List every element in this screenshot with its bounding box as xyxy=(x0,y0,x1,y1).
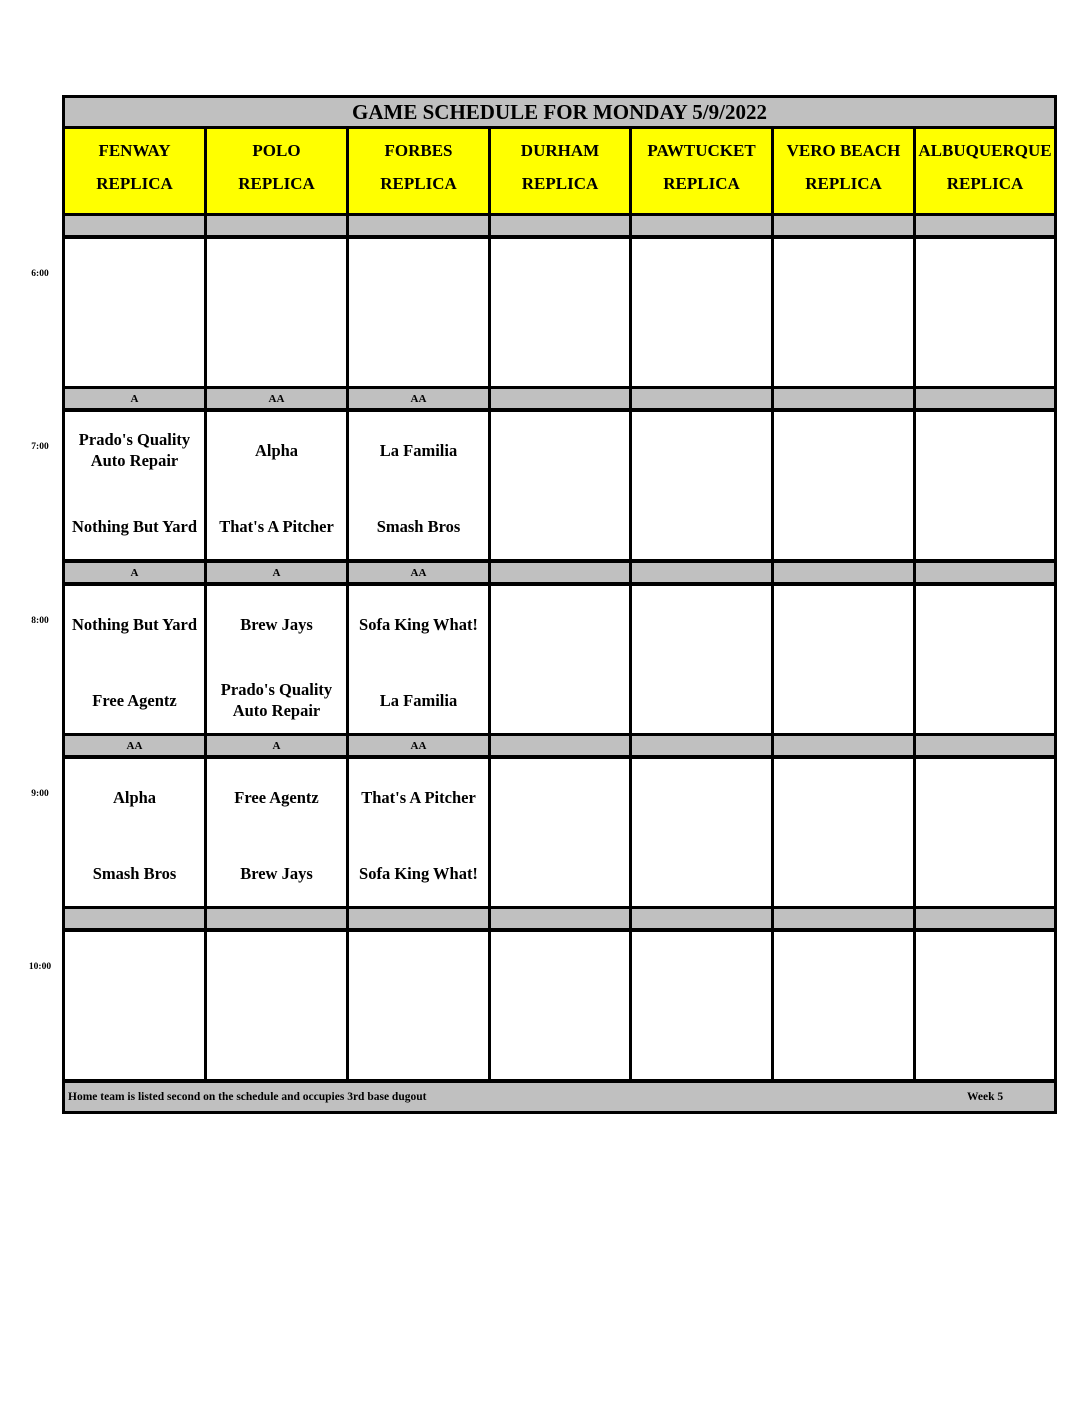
away-team: Sofa King What! xyxy=(359,614,478,634)
game-slot xyxy=(774,932,913,1079)
division-band xyxy=(632,389,771,408)
field-name: POLO xyxy=(252,141,301,160)
field-name: ALBUQUERQUE xyxy=(918,141,1052,160)
home-team: Prado's Quality Auto Repair xyxy=(220,680,333,720)
field-header-3 xyxy=(349,129,488,213)
division-band: A xyxy=(65,389,204,408)
game-slot xyxy=(491,759,629,906)
game-slot xyxy=(632,932,771,1079)
field-header-6 xyxy=(774,129,913,213)
game-slot xyxy=(207,412,346,559)
time-label: 6:00 xyxy=(31,269,49,279)
home-team: La Familia xyxy=(379,690,458,710)
field-subtitle: REPLICA xyxy=(238,174,315,193)
division-band xyxy=(774,216,913,235)
division-band xyxy=(349,909,488,928)
division-band xyxy=(774,909,913,928)
game-slot xyxy=(207,932,346,1079)
field-name: PAWTUCKET xyxy=(647,141,756,160)
game-slot xyxy=(349,586,488,733)
game-slot xyxy=(65,586,204,733)
game-slot xyxy=(349,932,488,1079)
field-name: VERO BEACH xyxy=(786,141,901,160)
game-slot xyxy=(491,932,629,1079)
home-team: That's A Pitcher xyxy=(219,516,334,536)
away-team: That's A Pitcher xyxy=(361,787,476,807)
division-band xyxy=(774,736,913,755)
game-slot xyxy=(774,759,913,906)
game-slot xyxy=(916,586,1054,733)
division-band: A xyxy=(65,563,204,582)
field-header-7 xyxy=(916,129,1054,213)
division-band xyxy=(491,909,629,928)
field-name: FORBES xyxy=(384,141,453,160)
field-header-2 xyxy=(207,129,346,213)
game-slot xyxy=(491,412,629,559)
game-slot xyxy=(207,586,346,733)
game-slot xyxy=(632,412,771,559)
time-label: 9:00 xyxy=(31,789,49,799)
away-team: Nothing But Yard xyxy=(72,614,197,634)
page-title: GAME SCHEDULE FOR MONDAY 5/9/2022 xyxy=(65,98,1054,126)
schedule-table xyxy=(62,95,1057,1114)
division-band xyxy=(65,216,204,235)
division-band xyxy=(207,909,346,928)
field-subtitle: REPLICA xyxy=(521,174,599,193)
game-slot xyxy=(632,586,771,733)
footer-bar xyxy=(65,1083,1054,1111)
game-slot xyxy=(349,759,488,906)
division-band xyxy=(916,909,1054,928)
game-slot xyxy=(207,759,346,906)
away-team: Brew Jays xyxy=(240,614,313,634)
game-slot xyxy=(65,239,204,386)
division-band xyxy=(774,389,913,408)
game-slot xyxy=(632,759,771,906)
division-band xyxy=(916,216,1054,235)
game-slot xyxy=(916,932,1054,1079)
away-team: Alpha xyxy=(254,440,299,460)
division-band xyxy=(916,563,1054,582)
home-team: Sofa King What! xyxy=(359,863,478,883)
home-team: Smash Bros xyxy=(92,863,177,883)
field-name: DURHAM xyxy=(520,141,600,160)
division-band: AA xyxy=(207,389,346,408)
field-subtitle: REPLICA xyxy=(946,174,1024,193)
field-header-1 xyxy=(65,129,204,213)
time-label: 8:00 xyxy=(31,616,49,626)
division-band: AA xyxy=(349,389,488,408)
division-band xyxy=(632,563,771,582)
division-band: AA xyxy=(349,736,488,755)
division-band: A xyxy=(207,563,346,582)
field-subtitle: REPLICA xyxy=(96,174,173,193)
division-band xyxy=(632,909,771,928)
division-band xyxy=(207,216,346,235)
game-slot xyxy=(65,759,204,906)
game-slot xyxy=(349,412,488,559)
game-slot xyxy=(774,239,913,386)
away-team: La Familia xyxy=(379,440,458,460)
game-slot xyxy=(65,412,204,559)
division-band xyxy=(632,736,771,755)
division-band xyxy=(491,563,629,582)
time-label: 7:00 xyxy=(31,442,49,452)
away-team: Alpha xyxy=(112,787,157,807)
away-team: Free Agentz xyxy=(234,787,319,807)
field-header-5 xyxy=(632,129,771,213)
division-band xyxy=(349,216,488,235)
game-slot xyxy=(774,586,913,733)
division-band xyxy=(491,389,629,408)
game-slot xyxy=(916,759,1054,906)
game-slot xyxy=(916,239,1054,386)
game-slot xyxy=(916,412,1054,559)
home-team: Smash Bros xyxy=(376,516,461,536)
game-slot xyxy=(632,239,771,386)
division-band xyxy=(632,216,771,235)
home-team-note: Home team is listed second on the schedule and occupies 3rd base dugout xyxy=(68,1091,427,1103)
home-team: Nothing But Yard xyxy=(72,516,197,536)
field-subtitle: REPLICA xyxy=(663,174,740,193)
division-band: A xyxy=(207,736,346,755)
game-slot xyxy=(65,932,204,1079)
week-label: Week 5 xyxy=(967,1091,1004,1103)
away-team: Prado's Quality Auto Repair xyxy=(78,430,191,470)
field-subtitle: REPLICA xyxy=(805,174,882,193)
division-band xyxy=(491,216,629,235)
game-slot xyxy=(207,239,346,386)
division-band xyxy=(65,909,204,928)
field-header-4 xyxy=(491,129,629,213)
home-team: Free Agentz xyxy=(92,690,177,710)
division-band: AA xyxy=(65,736,204,755)
game-slot xyxy=(349,239,488,386)
division-band xyxy=(491,736,629,755)
division-band: AA xyxy=(349,563,488,582)
division-band xyxy=(774,563,913,582)
game-slot xyxy=(491,586,629,733)
field-subtitle: REPLICA xyxy=(380,174,457,193)
time-label: 10:00 xyxy=(28,962,52,972)
game-slot xyxy=(491,239,629,386)
home-team: Brew Jays xyxy=(240,863,313,883)
game-slot xyxy=(774,412,913,559)
division-band xyxy=(916,736,1054,755)
field-name: FENWAY xyxy=(98,141,171,160)
division-band xyxy=(916,389,1054,408)
